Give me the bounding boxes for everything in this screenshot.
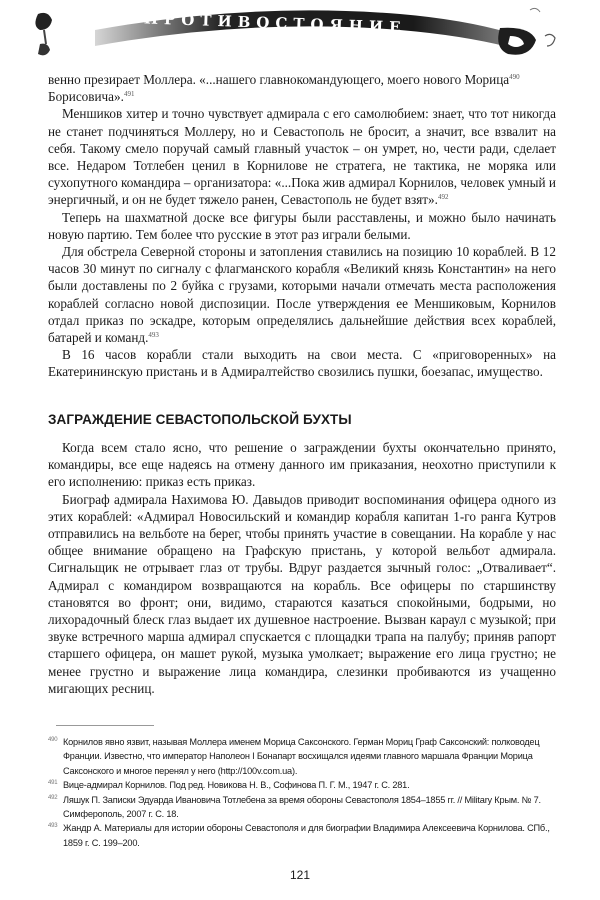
footnote-text: Ляшук П. Записки Эдуарда Ивановича Тотлебена за время обороны Севастополя 1854–1855 гг. // Military Крым. № 7. Симферополь, 2007 г. С. 18. <box>63 794 541 820</box>
paragraph: Когда всем стало ясно, что решение о заграждении бухты окончательно принято, командиры, все еще надеясь на отмену данного им приказания, неохотно приступили к его исполнению: приказ есть приказ. <box>48 440 556 490</box>
footnote <box>48 821 556 850</box>
footnote <box>48 735 556 778</box>
paragraph: Биограф адмирала Нахимова Ю. Давыдов приводит воспоминания офицера одного из этих кораблей: «Адмирал Новосильский и командир корабля капитан 1-го ранга Кутров отправились на вельботе на берег, чтобы принять участие в совещании. На корабле у нас общее внимание обращено на Графскую пристань, у которой вельбот адмирала. Сигнальщик не отрывает глаз от трубы. Вдруг раздается зычный голос: „Отваливает“. Адмирал с командиром возвращаются на корабль. Все офицеры по старшинству становятся во фронт; они, видимо, стараются казаться спокойными, бодрыми, но лихорадочный блеск глаз выдает их душевное настроение. Вызван караул с музыкой; при звуке встречного марша адмирал спускается с площадки трапа на палубу; приняв рапорт старшего офицера, он машет рукой, музыка умолкает; выражение его лица грустно; не менее грустно и выражение лица командира, слезинки пробиваются из учащенно мигающих ресниц. <box>48 491 556 696</box>
running-header <box>0 0 600 70</box>
footnote <box>48 793 556 822</box>
footnote-number: 491 <box>48 780 58 787</box>
footnote-number: 490 <box>48 737 58 743</box>
footnote-ref[interactable]: 492 <box>437 193 449 202</box>
footnote-divider <box>56 725 154 726</box>
body-text-top <box>48 71 556 381</box>
footnote-text: Корнилов явно язвит, называя Моллера именем Морица Саксонского. Герман Мориц Граф Саксонский: полководец Франции. Известно, что император Наполеон I Бонапарт восхищался идеями главного маршала Франции Морица Саксонского и многое перенял у него (http://100v.com.ua). <box>63 737 540 776</box>
paragraph: Меншиков хитер и точно чувствует адмирала с его самолюбием: знает, что тот никогда не станет подчиняться Моллеру, но и Севастополь не бросит, а значит, все взвалит на себя. Такому смело поручай самый главный участок – он умрет, но, чести ради, сделает все. Недаром Тотлебен ценил в Корнилове не стратега, не тактика, не моряка или сухопутного командира – организатора: «...Пока жив адмирал Корнилов, человек умный и энергичный, и он не будет тяжело ранен, Севастополь не будет взят».$^{492}$ <box>48 106 556 208</box>
footnote-ref[interactable]: 491 <box>123 90 135 99</box>
paragraph: Теперь на шахматной доске все фигуры были расставлены, и можно было начинать новую партию. Тем более что русские в этот раз играли белыми. <box>48 209 556 242</box>
paragraph: Для обстрела Северной стороны и затопления ставились на позицию 10 кораблей. В 12 часов 30 минут по сигналу с флагманского корабля «Великий князь Константин» на него были доставлены по 2 буйка с грузами, которыми начали отмечать места расположения кораблей согласно новой диспозиции. После утверждения ее Меншиковым, Корнилов отдал приказ по эскадре, которым определялись дальнейшие действия всех кораблей, батарей и команд.$^{493}$ <box>48 244 556 346</box>
section-heading: ЗАГРАЖДЕНИЕ СЕВАСТОПОЛЬСКОЙ БУХТЫ <box>48 412 352 427</box>
footnote-text: Жандр А. Материалы для истории обороны Севастополя и для биографии Владимира Алексеевича Корнилова. СПб., 1859 г. С. 199–200. <box>63 823 550 848</box>
body-text-section <box>48 439 556 697</box>
footnote-text: Вице-адмирал Корнилов. Под ред. Новикова Н. В., Софинова П. Г. М., 1947 г. С. 281. <box>63 780 410 791</box>
running-title: ПРОТИВОСТОЯНИЕ <box>143 9 407 37</box>
footnote-number: 493 <box>48 823 58 830</box>
footnote-ref[interactable]: 490 <box>509 73 520 81</box>
footnote <box>48 778 556 792</box>
footnote-ref[interactable]: 493 <box>148 331 159 340</box>
page-number: 121 <box>289 868 311 882</box>
footnote-number: 492 <box>48 794 58 801</box>
paragraph: венно презирает Моллера. «...нашего главнокомандующего, моего нового Морица$^{490}$ <box>48 72 520 87</box>
footnotes <box>48 735 556 850</box>
paragraph: Борисовича».$^{491}$ <box>48 89 135 105</box>
paragraph: В 16 часов корабли стали выходить на свои места. С «приговоренных» на Екатерининскую пристань и в Адмиралтейство свозились пушки, боезапас, имущество. <box>48 347 556 380</box>
